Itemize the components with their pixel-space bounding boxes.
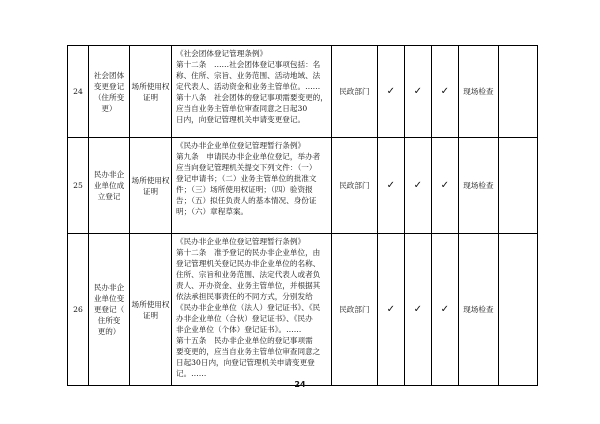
item-cell <box>89 234 130 386</box>
remarks-cell <box>498 234 537 386</box>
basis-line: 第十八条 社会团体的登记事项需要变更的， <box>176 93 328 102</box>
page-number: 24 <box>294 380 306 389</box>
basis-line: 要变更的，应当自业务主管单位审查同意之 <box>176 347 321 356</box>
legal-basis-cell <box>172 234 332 386</box>
basis-line: 第九条 申请民办非企业单位登记，举办者 <box>176 152 321 161</box>
object-cell <box>130 46 172 138</box>
checkmark-icon: ✓ <box>404 138 431 234</box>
legal-basis-cell <box>172 138 332 234</box>
basis-line: 登记管理机关登记民办非企业单位的名称、 <box>176 259 321 268</box>
item-line: 社会团体 <box>93 70 125 80</box>
item-line: 业单位成 <box>93 181 125 190</box>
basis-line: 责人、开办资金、业务主管单位，并根据其 <box>176 281 321 290</box>
checkmark-icon: ✓ <box>431 46 458 138</box>
object-line: 场所使用权 <box>131 299 170 309</box>
item-line: 立登记 <box>97 192 121 201</box>
basis-line: 明；（六）章程草案。 <box>176 207 249 216</box>
item-line: 更的） <box>97 327 121 336</box>
checkmark-icon: ✓ <box>377 138 404 234</box>
item-line: 变更登记 <box>93 81 125 91</box>
basis-line: 《民办非企业单位登记管理暂行条例》 <box>176 141 306 150</box>
basis-line: 《民办非企业单位登记管理暂行条例》 <box>176 237 306 246</box>
basis-line: 住所、宗旨和业务范围、法定代表人或者负 <box>176 270 321 279</box>
checkmark-icon: ✓ <box>377 46 404 138</box>
item-line: 业单位变 <box>93 294 125 303</box>
row-number-cell: 26 <box>68 234 89 386</box>
basis-line: 日起30日内，向登记管理机关申请变更登 <box>176 358 315 367</box>
basis-line: 第十二条 ……社会团体登记事项包括：名 <box>176 60 321 69</box>
object-cell <box>130 234 172 386</box>
basis-line: 定代表人、活动资金和业务主管单位。…… <box>176 82 321 91</box>
basis-line: 记。…… <box>176 369 207 378</box>
item-line: 更） <box>101 103 117 113</box>
item-line: （住所变 <box>93 92 125 102</box>
inspection-method-cell: 现场检查 <box>458 46 498 138</box>
item-cell <box>89 46 130 138</box>
object-line: 证明 <box>142 310 159 320</box>
checkmark-icon: ✓ <box>431 138 458 234</box>
row-number-cell: 25 <box>68 138 89 234</box>
basis-line: 依法承担民事责任的不同方式，分别发给 <box>176 292 313 301</box>
inspection-method-cell: 现场检查 <box>458 138 498 234</box>
basis-line: 件；（三）场所使用权证明；（四）验资报 <box>176 185 313 194</box>
checkmark-icon: ✓ <box>377 234 404 386</box>
object-line: 证明 <box>142 186 159 196</box>
department-cell: 民政部门 <box>331 138 377 234</box>
department-cell: 民政部门 <box>331 46 377 138</box>
basis-line: 办非企业单位（合伙）登记证书》、《民办 <box>176 314 313 323</box>
basis-line: 告；（五）拟任负责人的基本情况、身份证 <box>176 196 317 205</box>
basis-line: 第十二条 准予登记的民办非企业单位，由 <box>176 248 321 257</box>
remarks-cell <box>498 138 537 234</box>
object-line: 证明 <box>142 92 159 102</box>
regulation-table <box>67 45 538 386</box>
basis-line: 登记申请书；（二）业务主管单位的批准文 <box>176 174 317 183</box>
table-row <box>68 138 538 234</box>
item-line: 住所变 <box>97 316 121 325</box>
object-line: 场所使用权 <box>131 175 170 185</box>
remarks-cell <box>498 46 537 138</box>
item-line: 更登记（ <box>93 305 125 314</box>
item-cell <box>89 138 130 234</box>
basis-line: 《民办非企业单位（法人）登记证书》、《民 <box>176 303 321 312</box>
table-row <box>68 46 538 138</box>
legal-basis-cell <box>172 46 332 138</box>
object-cell <box>130 138 172 234</box>
department-cell: 民政部门 <box>331 234 377 386</box>
basis-line: 非企业单位（个体）登记证书》。…… <box>176 325 302 334</box>
basis-line: 日内，向登记管理机关申请变更登记。 <box>176 115 306 124</box>
checkmark-icon: ✓ <box>431 234 458 386</box>
checkmark-icon: ✓ <box>404 46 431 138</box>
basis-line: 应当自业务主管单位审查同意之日起30 <box>176 104 308 113</box>
basis-line: 《社会团体登记管理条例》 <box>176 49 268 58</box>
basis-line: 应当向登记管理机关提交下列文件：（一） <box>176 163 317 172</box>
object-line: 场所使用权 <box>131 81 170 91</box>
table-body <box>68 46 538 386</box>
table-row <box>68 234 538 386</box>
basis-line: 第十五条 民办非企业单位的登记事项需 <box>176 336 313 345</box>
inspection-method-cell: 现场检查 <box>458 234 498 386</box>
checkmark-icon: ✓ <box>404 234 431 386</box>
item-line: 民办非企 <box>93 283 125 292</box>
basis-line: 称、住所、宗旨、业务范围、活动地域、法 <box>176 71 321 80</box>
item-line: 民办非企 <box>93 170 125 179</box>
row-number-cell: 24 <box>68 46 89 138</box>
